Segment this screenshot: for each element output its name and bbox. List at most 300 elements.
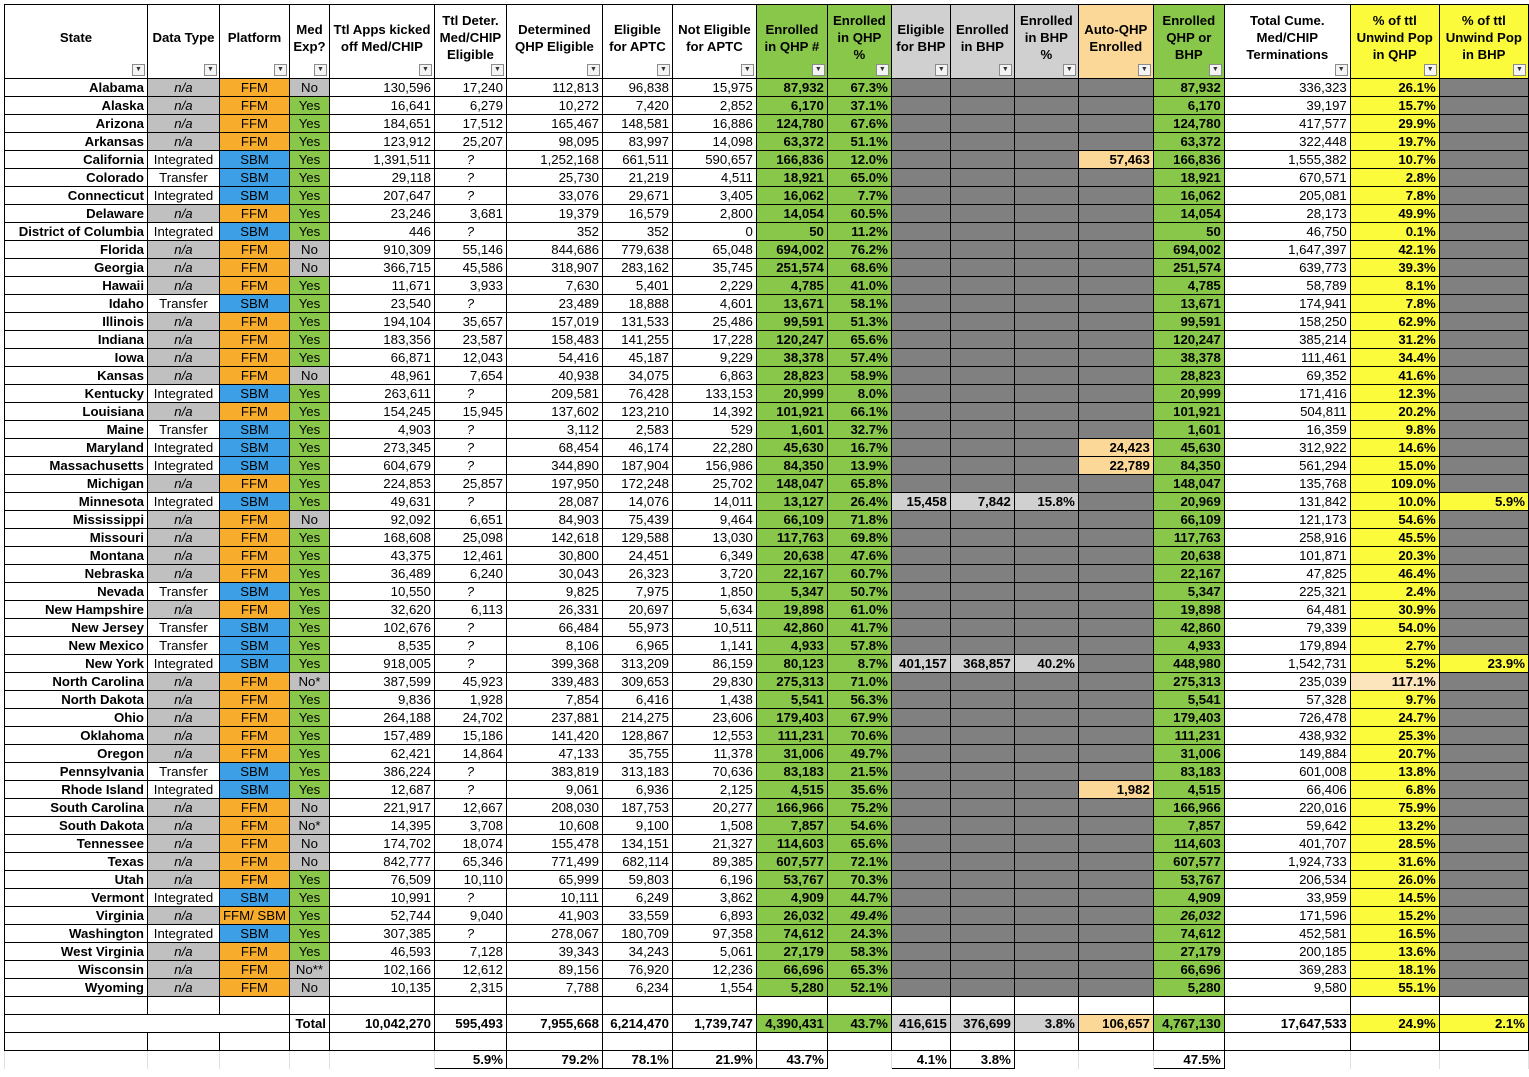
auto-qhp-enrolled-cell[interactable]	[1078, 493, 1153, 511]
med-exp-cell[interactable]: Yes	[289, 529, 329, 547]
state-cell[interactable]: Kansas	[5, 367, 148, 385]
bhp-eligible-cell[interactable]	[891, 97, 950, 115]
bhp-enrolled-pct-cell[interactable]: 40.2%	[1014, 655, 1078, 673]
data-type-cell[interactable]: n/a	[147, 205, 219, 223]
not-aptc-eligible-cell[interactable]: 21,327	[672, 835, 756, 853]
med-exp-cell[interactable]: Yes	[289, 385, 329, 403]
total-terminations-cell[interactable]: 135,768	[1224, 475, 1350, 493]
qhp-enrolled-count-cell[interactable]: 120,247	[756, 331, 827, 349]
qhp-or-bhp-enrolled-cell[interactable]: 87,932	[1153, 79, 1224, 97]
ttl-apps-cell[interactable]: 123,912	[329, 133, 434, 151]
state-cell[interactable]: Maine	[5, 421, 148, 439]
data-type-cell[interactable]: n/a	[147, 943, 219, 961]
med-exp-cell[interactable]: Yes	[289, 583, 329, 601]
not-aptc-eligible-cell[interactable]: 23,606	[672, 709, 756, 727]
bhp-enrolled-pct-cell[interactable]	[1014, 439, 1078, 457]
bhp-eligible-cell[interactable]	[891, 925, 950, 943]
ttl-apps-cell[interactable]: 48,961	[329, 367, 434, 385]
bhp-enrolled-cell[interactable]	[950, 727, 1014, 745]
bhp-eligible-total[interactable]: 416,615	[891, 1015, 950, 1033]
unwind-pct-qhp-cell[interactable]: 14.6%	[1350, 439, 1439, 457]
qhp-or-bhp-enrolled-cell[interactable]: 114,603	[1153, 835, 1224, 853]
unwind-pct-qhp-cell[interactable]: 29.9%	[1350, 115, 1439, 133]
qhp-enrolled-count-cell[interactable]: 166,966	[756, 799, 827, 817]
ttl-deter-cell[interactable]: 14,864	[434, 745, 506, 763]
header-cell[interactable]: Determined QHP Eligible ▼	[506, 5, 602, 79]
qhp-or-bhp-enrolled-cell[interactable]: 20,638	[1153, 547, 1224, 565]
med-exp-cell[interactable]: No	[289, 835, 329, 853]
qhp-enrolled-pct-cell[interactable]: 32.7%	[827, 421, 891, 439]
unwind-pct-qhp-cell[interactable]: 16.5%	[1350, 925, 1439, 943]
bhp-eligible-cell[interactable]	[891, 745, 950, 763]
bhp-eligible-cell[interactable]	[891, 781, 950, 799]
aptc-eligible-cell[interactable]: 5,401	[602, 277, 672, 295]
bhp-enrolled-pct-cell[interactable]	[1014, 475, 1078, 493]
aptc-eligible-cell[interactable]: 6,936	[602, 781, 672, 799]
not-aptc-eligible-cell[interactable]: 5,634	[672, 601, 756, 619]
qhp-enrolled-pct-cell[interactable]: 58.9%	[827, 367, 891, 385]
platform-cell[interactable]: SBM	[219, 925, 289, 943]
not-aptc-eligible-cell[interactable]: 6,349	[672, 547, 756, 565]
auto-qhp-enrolled-cell[interactable]	[1078, 565, 1153, 583]
total-terminations-cell[interactable]: 601,008	[1224, 763, 1350, 781]
qhp-or-bhp-enrolled-cell[interactable]: 448,980	[1153, 655, 1224, 673]
empty-cell[interactable]	[147, 997, 219, 1015]
qhp-eligible-cell[interactable]: 25,730	[506, 169, 602, 187]
state-cell[interactable]: Missouri	[5, 529, 148, 547]
aptc-eligible-cell[interactable]: 309,653	[602, 673, 672, 691]
aptc-eligible-cell[interactable]: 76,920	[602, 961, 672, 979]
platform-cell[interactable]: SBM	[219, 457, 289, 475]
bhp-enrolled-pct-cell[interactable]	[1014, 349, 1078, 367]
platform-cell[interactable]: FFM	[219, 205, 289, 223]
unwind-pct-bhp-cell[interactable]	[1439, 673, 1528, 691]
dropdown-filter-icon[interactable]: ▼	[587, 64, 600, 76]
qhp-eligible-cell[interactable]: 10,608	[506, 817, 602, 835]
bhp-enrolled-cell[interactable]	[950, 871, 1014, 889]
state-cell[interactable]: New Hampshire	[5, 601, 148, 619]
total-terminations-total[interactable]: 17,647,533	[1224, 1015, 1350, 1033]
not-aptc-eligible-cell[interactable]: 65,048	[672, 241, 756, 259]
state-cell[interactable]: South Carolina	[5, 799, 148, 817]
qhp-or-bhp-enrolled-cell[interactable]: 66,696	[1153, 961, 1224, 979]
bhp-enrolled-cell[interactable]	[950, 907, 1014, 925]
ttl-deter-cell[interactable]: 25,857	[434, 475, 506, 493]
med-exp-cell[interactable]: Yes	[289, 475, 329, 493]
state-cell[interactable]: California	[5, 151, 148, 169]
bhp-enrolled-pct-cell[interactable]	[1014, 403, 1078, 421]
ttl-apps-cell[interactable]: 8,535	[329, 637, 434, 655]
med-exp-cell[interactable]: Yes	[289, 97, 329, 115]
qhp-enrolled-count-cell[interactable]: 13,671	[756, 295, 827, 313]
bhp-eligible-cell[interactable]	[891, 853, 950, 871]
unwind-pct-qhp-cell[interactable]: 25.3%	[1350, 727, 1439, 745]
qhp-enrolled-pct-cell[interactable]: 7.7%	[827, 187, 891, 205]
header-cell[interactable]: Enrolled QHP or BHP ▼	[1153, 5, 1224, 79]
ttl-deter-cell[interactable]: 15,186	[434, 727, 506, 745]
ttl-deter-cell[interactable]: 7,654	[434, 367, 506, 385]
unwind-pct-bhp-cell[interactable]	[1439, 817, 1528, 835]
qhp-eligible-cell[interactable]: 112,813	[506, 79, 602, 97]
ttl-deter-cell[interactable]: ?	[434, 583, 506, 601]
qhp-enrolled-count-cell[interactable]: 27,179	[756, 943, 827, 961]
ttl-deter-cell[interactable]: 23,587	[434, 331, 506, 349]
qhp-or-bhp-enrolled-cell[interactable]: 607,577	[1153, 853, 1224, 871]
bhp-enrolled-cell[interactable]	[950, 853, 1014, 871]
qhp-or-bhp-enrolled-cell[interactable]: 66,109	[1153, 511, 1224, 529]
empty-cell[interactable]	[434, 997, 506, 1015]
dropdown-filter-icon[interactable]: ▼	[1138, 64, 1151, 76]
bhp-eligible-cell[interactable]	[891, 565, 950, 583]
data-type-cell[interactable]: n/a	[147, 799, 219, 817]
qhp-or-bhp-enrolled-cell[interactable]: 166,966	[1153, 799, 1224, 817]
auto-qhp-enrolled-cell[interactable]	[1078, 907, 1153, 925]
total-terminations-cell[interactable]: 200,185	[1224, 943, 1350, 961]
empty-cell[interactable]	[1439, 1051, 1528, 1069]
unwind-pct-qhp-cell[interactable]: 45.5%	[1350, 529, 1439, 547]
data-type-cell[interactable]: Integrated	[147, 781, 219, 799]
aptc-eligible-cell[interactable]: 34,243	[602, 943, 672, 961]
unwind-pct-bhp-cell[interactable]	[1439, 97, 1528, 115]
total-terminations-cell[interactable]: 64,481	[1224, 601, 1350, 619]
total-terminations-cell[interactable]: 438,932	[1224, 727, 1350, 745]
empty-cell[interactable]	[289, 1051, 329, 1069]
state-cell[interactable]: North Dakota	[5, 691, 148, 709]
dropdown-filter-icon[interactable]: ▼	[132, 64, 145, 76]
not-aptc-eligible-cell[interactable]: 29,830	[672, 673, 756, 691]
auto-qhp-enrolled-cell[interactable]	[1078, 691, 1153, 709]
unwind-pct-bhp-cell[interactable]: 23.9%	[1439, 655, 1528, 673]
total-terminations-cell[interactable]: 47,825	[1224, 565, 1350, 583]
data-type-cell[interactable]: n/a	[147, 529, 219, 547]
bhp-enrolled-cell[interactable]	[950, 799, 1014, 817]
platform-cell[interactable]: FFM	[219, 601, 289, 619]
header-cell[interactable]: Ttl Apps kicked off Med/CHIP ▼	[329, 5, 434, 79]
ttl-deter-cell[interactable]: 25,098	[434, 529, 506, 547]
data-type-cell[interactable]: n/a	[147, 403, 219, 421]
unwind-pct-qhp-cell[interactable]: 31.6%	[1350, 853, 1439, 871]
bhp-eligible-cell[interactable]	[891, 277, 950, 295]
not-aptc-eligible-cell[interactable]: 4,511	[672, 169, 756, 187]
ttl-deter-cell[interactable]: 6,279	[434, 97, 506, 115]
bhp-enrolled-pct-cell[interactable]	[1014, 529, 1078, 547]
aptc-eligible-cell[interactable]: 172,248	[602, 475, 672, 493]
med-exp-cell[interactable]: No*	[289, 817, 329, 835]
aptc-eligible-cell[interactable]: 7,420	[602, 97, 672, 115]
platform-cell[interactable]: FFM	[219, 817, 289, 835]
med-exp-cell[interactable]: Yes	[289, 619, 329, 637]
platform-cell[interactable]: FFM	[219, 799, 289, 817]
qhp-enrolled-pct-cell[interactable]: 51.1%	[827, 133, 891, 151]
ttl-deter-cell[interactable]: 3,933	[434, 277, 506, 295]
qhp-enrolled-pct-cell[interactable]: 37.1%	[827, 97, 891, 115]
unwind-pct-bhp-cell[interactable]	[1439, 889, 1528, 907]
qhp-eligible-cell[interactable]: 237,881	[506, 709, 602, 727]
header-cell[interactable]: Med Exp? ▼	[289, 5, 329, 79]
bhp-enrolled-cell[interactable]	[950, 673, 1014, 691]
data-type-cell[interactable]: n/a	[147, 115, 219, 133]
qhp-eligible-cell[interactable]: 41,903	[506, 907, 602, 925]
bhp-eligible-cell[interactable]	[891, 313, 950, 331]
qhp-enrolled-pct-cell[interactable]: 54.6%	[827, 817, 891, 835]
aptc-eligible-total[interactable]: 6,214,470	[602, 1015, 672, 1033]
ttl-deter-cell[interactable]: ?	[434, 619, 506, 637]
platform-cell[interactable]: SBM	[219, 169, 289, 187]
bhp-enrolled-cell[interactable]	[950, 637, 1014, 655]
ttl-apps-cell[interactable]: 446	[329, 223, 434, 241]
not-aptc-eligible-cell[interactable]: 6,196	[672, 871, 756, 889]
total-terminations-cell[interactable]: 33,959	[1224, 889, 1350, 907]
aptc-eligible-cell[interactable]: 76,428	[602, 385, 672, 403]
empty-cell[interactable]	[1078, 1051, 1153, 1069]
auto-qhp-enrolled-cell[interactable]	[1078, 763, 1153, 781]
header-cell[interactable]: Total Cume. Med/CHIP Terminations ▼	[1224, 5, 1350, 79]
not-aptc-eligible-cell[interactable]: 2,125	[672, 781, 756, 799]
qhp-enrolled-count-cell[interactable]: 4,515	[756, 781, 827, 799]
total-terminations-cell[interactable]: 561,294	[1224, 457, 1350, 475]
qhp-enrolled-pct-cell[interactable]: 8.0%	[827, 385, 891, 403]
qhp-enrolled-pct-cell[interactable]: 11.2%	[827, 223, 891, 241]
med-exp-cell[interactable]: No*	[289, 673, 329, 691]
unwind-pct-bhp-cell[interactable]	[1439, 115, 1528, 133]
empty-cell[interactable]	[756, 997, 827, 1015]
bhp-enrolled-cell[interactable]	[950, 619, 1014, 637]
bhp-eligible-cell[interactable]	[891, 889, 950, 907]
platform-cell[interactable]: SBM	[219, 439, 289, 457]
unwind-pct-qhp-cell[interactable]: 34.4%	[1350, 349, 1439, 367]
bhp-enrolled-cell[interactable]	[950, 763, 1014, 781]
qhp-eligible-cell[interactable]: 208,030	[506, 799, 602, 817]
qhp-enrolled-count-cell[interactable]: 66,109	[756, 511, 827, 529]
qhp-or-bhp-enrolled-cell[interactable]: 6,170	[1153, 97, 1224, 115]
qhp-eligible-cell[interactable]: 155,478	[506, 835, 602, 853]
bhp-eligible-cell[interactable]	[891, 727, 950, 745]
unwind-pct-qhp-cell[interactable]: 41.6%	[1350, 367, 1439, 385]
empty-cell[interactable]	[219, 997, 289, 1015]
qhp-eligible-cell[interactable]: 30,043	[506, 565, 602, 583]
header-cell[interactable]: Eligible for BHP ▼	[891, 5, 950, 79]
qhp-enrolled-pct-cell[interactable]: 65.6%	[827, 331, 891, 349]
auto-qhp-enrolled-cell[interactable]	[1078, 331, 1153, 349]
bhp-eligible-cell[interactable]	[891, 295, 950, 313]
qhp-enrolled-count-cell[interactable]: 251,574	[756, 259, 827, 277]
state-cell[interactable]: Indiana	[5, 331, 148, 349]
auto-qhp-enrolled-cell[interactable]	[1078, 295, 1153, 313]
total-terminations-cell[interactable]: 179,894	[1224, 637, 1350, 655]
not-aptc-eligible-cell[interactable]: 6,863	[672, 367, 756, 385]
ttl-deter-cell[interactable]: ?	[434, 889, 506, 907]
ttl-apps-cell[interactable]: 49,631	[329, 493, 434, 511]
aptc-eligible-cell[interactable]: 29,671	[602, 187, 672, 205]
bhp-eligible-cell[interactable]	[891, 619, 950, 637]
qhp-or-bhp-enrolled-cell[interactable]: 166,836	[1153, 151, 1224, 169]
unwind-pct-bhp-cell[interactable]	[1439, 79, 1528, 97]
unwind-pct-bhp-cell[interactable]	[1439, 511, 1528, 529]
unwind-pct-qhp-cell[interactable]: 2.8%	[1350, 169, 1439, 187]
bhp-eligible-cell[interactable]	[891, 205, 950, 223]
qhp-enrolled-count-cell[interactable]: 38,378	[756, 349, 827, 367]
qhp-enrolled-pct-cell[interactable]: 57.4%	[827, 349, 891, 367]
qhp-enrolled-pct-cell[interactable]: 56.3%	[827, 691, 891, 709]
data-type-cell[interactable]: n/a	[147, 727, 219, 745]
bhp-eligible-cell[interactable]	[891, 907, 950, 925]
bhp-enrolled-pct-cell[interactable]	[1014, 619, 1078, 637]
bhp-enrolled-pct-cell[interactable]: 15.8%	[1014, 493, 1078, 511]
qhp-enrolled-pct[interactable]: 43.7%	[756, 1051, 827, 1069]
qhp-enrolled-pct-cell[interactable]: 61.0%	[827, 601, 891, 619]
qhp-or-bhp-enrolled-cell[interactable]: 5,541	[1153, 691, 1224, 709]
med-exp-cell[interactable]: No	[289, 511, 329, 529]
dropdown-filter-icon[interactable]: ▼	[1424, 64, 1437, 76]
ttl-deter-cell[interactable]: ?	[434, 421, 506, 439]
bhp-enrolled-pct-cell[interactable]	[1014, 889, 1078, 907]
data-type-cell[interactable]: n/a	[147, 313, 219, 331]
ttl-deter-cell[interactable]: 2,315	[434, 979, 506, 997]
ttl-apps-cell[interactable]: 366,715	[329, 259, 434, 277]
unwind-pct-qhp-cell[interactable]: 9.7%	[1350, 691, 1439, 709]
qhp-enrolled-pct-cell[interactable]: 12.0%	[827, 151, 891, 169]
ttl-deter-cell[interactable]: ?	[434, 439, 506, 457]
unwind-pct-bhp-cell[interactable]	[1439, 475, 1528, 493]
platform-cell[interactable]: FFM	[219, 241, 289, 259]
qhp-enrolled-pct-cell[interactable]: 67.9%	[827, 709, 891, 727]
unwind-pct-bhp-cell[interactable]	[1439, 943, 1528, 961]
empty-cell[interactable]	[1014, 997, 1078, 1015]
aptc-eligible-cell[interactable]: 7,975	[602, 583, 672, 601]
auto-qhp-enrolled-cell[interactable]	[1078, 979, 1153, 997]
qhp-or-bhp-enrolled-cell[interactable]: 275,313	[1153, 673, 1224, 691]
state-cell[interactable]: Wyoming	[5, 979, 148, 997]
qhp-enrolled-pct-cell[interactable]: 26.4%	[827, 493, 891, 511]
unwind-pct-bhp-cell[interactable]	[1439, 187, 1528, 205]
ttl-deter-cell[interactable]: ?	[434, 655, 506, 673]
not-aptc-eligible-cell[interactable]: 9,229	[672, 349, 756, 367]
ttl-deter-cell[interactable]: 55,146	[434, 241, 506, 259]
auto-qhp-enrolled-cell[interactable]	[1078, 187, 1153, 205]
total-terminations-cell[interactable]: 670,571	[1224, 169, 1350, 187]
qhp-or-bhp-enrolled-cell[interactable]: 124,780	[1153, 115, 1224, 133]
qhp-eligible-cell[interactable]: 344,890	[506, 457, 602, 475]
qhp-enrolled-pct-total[interactable]: 43.7%	[827, 1015, 891, 1033]
state-cell[interactable]: Utah	[5, 871, 148, 889]
not-aptc-eligible-cell[interactable]: 1,850	[672, 583, 756, 601]
platform-cell[interactable]: FFM	[219, 277, 289, 295]
empty-cell[interactable]	[827, 997, 891, 1015]
aptc-eligible-cell[interactable]: 313,183	[602, 763, 672, 781]
unwind-pct-bhp-cell[interactable]	[1439, 259, 1528, 277]
qhp-eligible-cell[interactable]: 30,800	[506, 547, 602, 565]
platform-cell[interactable]: SBM	[219, 151, 289, 169]
platform-cell[interactable]: SBM	[219, 421, 289, 439]
bhp-enrolled-pct-cell[interactable]	[1014, 727, 1078, 745]
data-type-cell[interactable]: n/a	[147, 961, 219, 979]
med-exp-cell[interactable]: Yes	[289, 295, 329, 313]
ttl-apps-cell[interactable]: 221,917	[329, 799, 434, 817]
qhp-enrolled-pct-cell[interactable]: 76.2%	[827, 241, 891, 259]
auto-qhp-enrolled-cell[interactable]	[1078, 79, 1153, 97]
empty-cell[interactable]	[891, 997, 950, 1015]
state-cell[interactable]: Hawaii	[5, 277, 148, 295]
platform-cell[interactable]: SBM	[219, 295, 289, 313]
empty-cell[interactable]	[1350, 1033, 1439, 1051]
unwind-pct-bhp-cell[interactable]	[1439, 691, 1528, 709]
qhp-enrolled-pct-cell[interactable]: 69.8%	[827, 529, 891, 547]
qhp-enrolled-count-cell[interactable]: 14,054	[756, 205, 827, 223]
bhp-enrolled-cell[interactable]	[950, 439, 1014, 457]
total-terminations-cell[interactable]: 1,542,731	[1224, 655, 1350, 673]
platform-cell[interactable]: SBM	[219, 637, 289, 655]
unwind-pct-qhp-cell[interactable]: 13.2%	[1350, 817, 1439, 835]
auto-qhp-enrolled-cell[interactable]	[1078, 511, 1153, 529]
unwind-pct-bhp-cell[interactable]	[1439, 835, 1528, 853]
bhp-eligible-cell[interactable]	[891, 547, 950, 565]
not-aptc-eligible-cell[interactable]: 4,601	[672, 295, 756, 313]
total-terminations-cell[interactable]: 171,596	[1224, 907, 1350, 925]
auto-qhp-enrolled-cell[interactable]	[1078, 313, 1153, 331]
unwind-pct-bhp-cell[interactable]: 5.9%	[1439, 493, 1528, 511]
platform-cell[interactable]: FFM	[219, 97, 289, 115]
qhp-or-bhp-enrolled-cell[interactable]: 53,767	[1153, 871, 1224, 889]
ttl-deter-cell[interactable]: 17,512	[434, 115, 506, 133]
unwind-pct-qhp-cell[interactable]: 24.7%	[1350, 709, 1439, 727]
qhp-enrolled-pct-cell[interactable]: 65.0%	[827, 169, 891, 187]
state-cell[interactable]: Alaska	[5, 97, 148, 115]
aptc-eligible-cell[interactable]: 26,323	[602, 565, 672, 583]
ttl-apps-cell[interactable]: 62,421	[329, 745, 434, 763]
empty-cell[interactable]	[756, 1033, 827, 1051]
unwind-pct-qhp-cell[interactable]: 7.8%	[1350, 295, 1439, 313]
bhp-eligible-cell[interactable]	[891, 349, 950, 367]
qhp-enrolled-count-cell[interactable]: 45,630	[756, 439, 827, 457]
qhp-eligible-cell[interactable]: 28,087	[506, 493, 602, 511]
data-type-cell[interactable]: n/a	[147, 331, 219, 349]
total-terminations-cell[interactable]: 452,581	[1224, 925, 1350, 943]
data-type-cell[interactable]: n/a	[147, 511, 219, 529]
bhp-enrolled-cell[interactable]	[950, 961, 1014, 979]
empty-cell[interactable]	[602, 1033, 672, 1051]
qhp-or-bhp-enrolled-cell[interactable]: 18,921	[1153, 169, 1224, 187]
qhp-enrolled-pct-cell[interactable]: 72.1%	[827, 853, 891, 871]
qhp-enrolled-count-cell[interactable]: 4,785	[756, 277, 827, 295]
unwind-pct-bhp-cell[interactable]	[1439, 547, 1528, 565]
qhp-enrolled-count-cell[interactable]: 5,541	[756, 691, 827, 709]
ttl-apps-cell[interactable]: 386,224	[329, 763, 434, 781]
empty-cell[interactable]	[827, 1051, 891, 1069]
total-terminations-cell[interactable]: 639,773	[1224, 259, 1350, 277]
bhp-enrolled-pct-cell[interactable]	[1014, 169, 1078, 187]
ttl-apps-cell[interactable]: 12,687	[329, 781, 434, 799]
ttl-apps-cell[interactable]: 92,092	[329, 511, 434, 529]
ttl-deter-cell[interactable]: ?	[434, 493, 506, 511]
state-cell[interactable]: Tennessee	[5, 835, 148, 853]
platform-cell[interactable]: FFM	[219, 565, 289, 583]
total-terminations-cell[interactable]: 401,707	[1224, 835, 1350, 853]
ttl-deter-cell[interactable]: 9,040	[434, 907, 506, 925]
total-terminations-cell[interactable]: 28,173	[1224, 205, 1350, 223]
bhp-eligible-cell[interactable]	[891, 223, 950, 241]
bhp-enrolled-cell[interactable]	[950, 385, 1014, 403]
qhp-eligible-pct[interactable]: 79.2%	[506, 1051, 602, 1069]
auto-qhp-enrolled-cell[interactable]	[1078, 547, 1153, 565]
qhp-or-bhp-enrolled-cell[interactable]: 111,231	[1153, 727, 1224, 745]
qhp-enrolled-count-cell[interactable]: 22,167	[756, 565, 827, 583]
bhp-enrolled-cell[interactable]	[950, 115, 1014, 133]
qhp-eligible-cell[interactable]: 65,999	[506, 871, 602, 889]
state-cell[interactable]: South Dakota	[5, 817, 148, 835]
total-terminations-cell[interactable]: 205,081	[1224, 187, 1350, 205]
auto-qhp-enrolled-cell[interactable]	[1078, 961, 1153, 979]
platform-cell[interactable]: FFM	[219, 691, 289, 709]
